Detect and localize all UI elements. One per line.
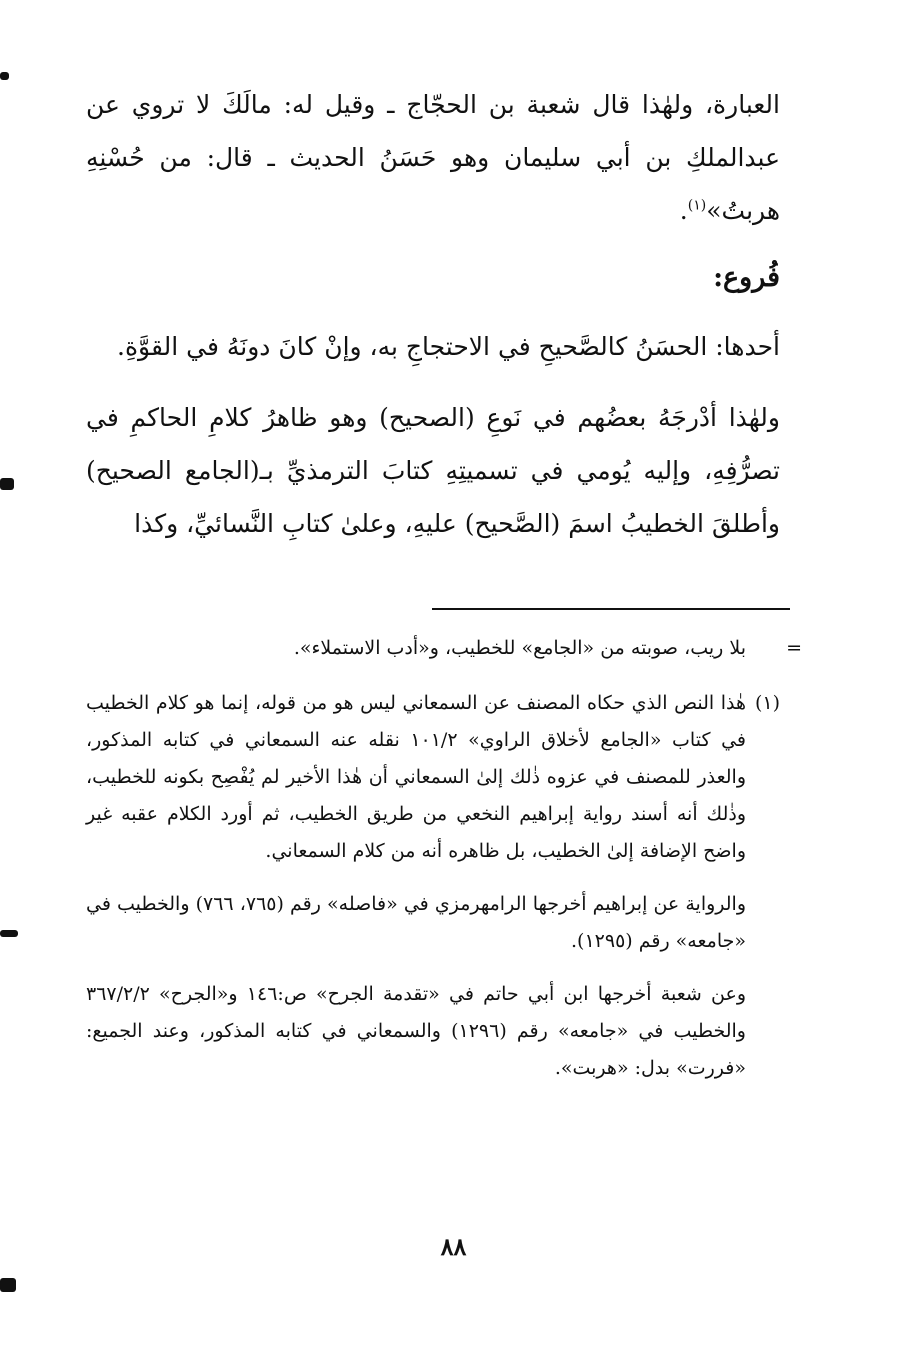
footnote-paragraph: والرواية عن إبراهيم أخرجها الرامهرمزي في «فاصله» رقم (٧٦٥، ٧٦٦) والخطيب في «جامعه» رقم (١٢٩٥). [86, 893, 746, 952]
page-number: ٨٨ [440, 1232, 467, 1261]
footnote-text: هٰذا النص الذي حكاه المصنف عن السمعاني ليس هو من قوله، إنما هو كلام الخطيب في كتاب «الجامع لأخلاق الراوي» ١٠١/٢ نقله عنه السمعاني في كتابه المذكور، والعذر للمصنف في عزوه ذٰلك إلىٰ السمعاني أن هٰذا الأخير لم يُفْصِح بكونه للخطيب، وذٰلك أنه أسند رواية إبراهيم النخعي من طريق الخطيب، ثم أورد الكلام عقبه غير واضح الإضافة إلىٰ الخطيب، بل ظاهره أنه من كلام السمعاني. [86, 692, 746, 862]
footnote-number: (١) [754, 692, 780, 714]
paragraph: ولهٰذا أدْرجَهُ بعضُهم في نَوعِ (الصحيح) وهو ظاهرُ كلامِ الحاكمِ في تصرُّفِهِ، وإليه يُومي في تسميتِهِ كتابَ الترمذيِّ بـ(الجامع الصحيح) وأطلقَ الخطيبُ اسمَ (الصَّحيح) عليهِ، وعلىٰ كتابِ النَّسائيِّ، وكذا [86, 403, 780, 538]
continuation-mark: = [786, 637, 802, 659]
section-heading: فُروع: [713, 262, 780, 293]
footnote-text: بلا ريب، صوبته من «الجامع» للخطيب، و«أدب الاستملاء». [293, 637, 746, 659]
main-text [86, 78, 780, 550]
footnote-separator [432, 608, 790, 610]
scan-mark [0, 930, 18, 937]
scan-mark [0, 72, 9, 80]
punctuation: . [679, 196, 688, 225]
paragraph: أحدها: الحسَنُ كالصَّحيحِ في الاحتجاجِ به، وإنْ كانَ دونَهُ في القوَّةِ. [117, 332, 780, 361]
footnote [86, 685, 780, 870]
footnote-reference: (١) [687, 197, 707, 214]
paragraph [86, 78, 780, 237]
scan-mark [0, 478, 14, 490]
footnotes [86, 630, 802, 1087]
footnote-continuation [86, 630, 802, 667]
scan-mark [0, 1278, 16, 1292]
paragraph-text: العبارة، ولهٰذا قال شعبة بن الحجّاج ـ وقيل له: مالَكَ لا تروي عن عبدالملكِ بن أبي سليمان وهو حَسَنُ الحديث ـ قال: من حُسْنِهِ هربتُ» [86, 90, 780, 225]
footnote-paragraph: وعن شعبة أخرجها ابن أبي حاتم في «تقدمة الجرح» ص:١٤٦ و«الجرح» ٣٦٧/٢/٢ والخطيب في «جامعه» رقم (١٢٩٦) والسمعاني في كتابه المذكور، وعند الجميع: «فررت» بدل: «هربت». [86, 983, 746, 1079]
